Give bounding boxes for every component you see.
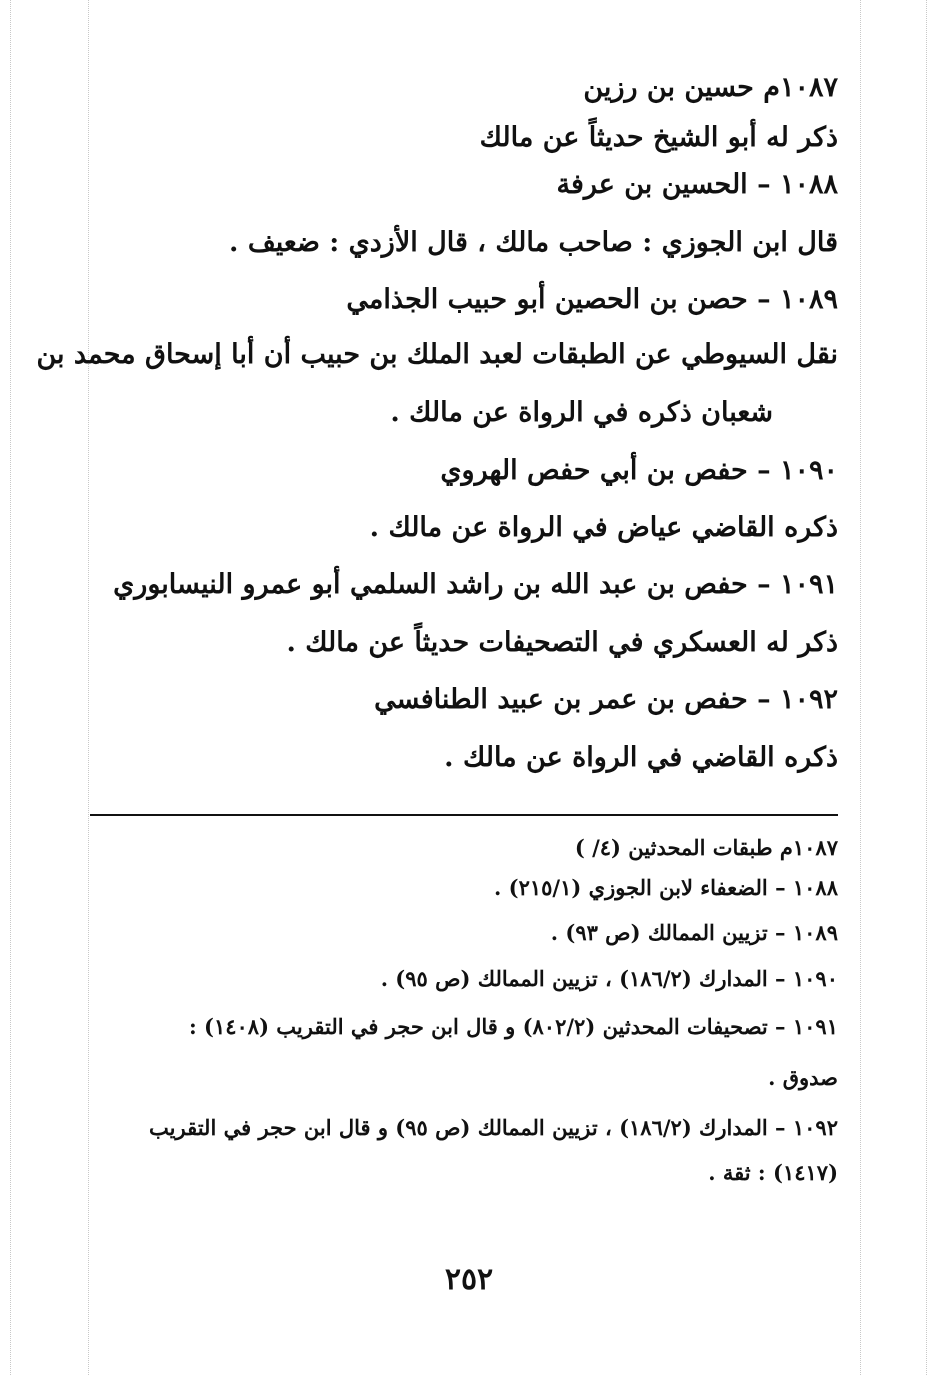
entry-heading-1090: ١٠٩٠ – حفص بن أبي حفص الهروي xyxy=(440,455,838,486)
entry-text-1090: ذكره القاضي عياض في الرواة عن مالك . xyxy=(369,512,838,543)
entry-text-1091: ذكر له العسكري في التصحيفات حديثاً عن مالك . xyxy=(286,627,838,658)
entry-text-1092: ذكره القاضي في الرواة عن مالك . xyxy=(444,742,838,773)
footnote-1088: ١٠٨٨ – الضعفاء لابن الجوزي (٢١٥/١) . xyxy=(494,875,838,900)
footnote-1089: ١٠٨٩ – تزيين الممالك (ص ٩٣) . xyxy=(550,920,838,945)
entry-text-1089-continued: شعبان ذكره في الرواة عن مالك . xyxy=(390,397,773,428)
scan-guide-line xyxy=(860,0,861,1375)
scan-guide-line xyxy=(926,0,927,1375)
entry-text-1087: ذكر له أبو الشيخ حديثاً عن مالك xyxy=(479,122,838,153)
page-number: ٢٥٢ xyxy=(444,1262,494,1297)
footnote-1091: ١٠٩١ – تصحيفات المحدثين (٨٠٢/٢) و قال ابن حجر في التقريب (١٤٠٨) : xyxy=(188,1014,838,1039)
entry-heading-1088: ١٠٨٨ – الحسين بن عرفة xyxy=(556,169,838,200)
footnote-separator xyxy=(90,814,838,816)
entry-text-1089: نقل السيوطي عن الطبقات لعبد الملك بن حبيب أن أبا إسحاق محمد بن xyxy=(36,339,838,370)
footnote-1092-continued: (١٤١٧) : ثقة . xyxy=(708,1160,838,1185)
footnote-1087: ١٠٨٧م طبقات المحدثين (٤/ ) xyxy=(574,835,838,860)
entry-heading-1092: ١٠٩٢ – حفص بن عمر بن عبيد الطنافسي xyxy=(374,684,838,715)
footnote-1090: ١٠٩٠ – المدارك (١٨٦/٢) ، تزيين الممالك (ص ٩٥) . xyxy=(380,966,838,991)
entry-heading-1089: ١٠٨٩ – حصن بن الحصين أبو حبيب الجذامي xyxy=(346,284,838,315)
entry-heading-1087: ١٠٨٧م حسين بن رزين xyxy=(583,72,838,103)
scan-guide-line xyxy=(88,0,89,1375)
footnote-1091-continued: صدوق . xyxy=(768,1065,838,1090)
footnote-1092: ١٠٩٢ – المدارك (١٨٦/٢) ، تزيين الممالك (ص ٩٥) و قال ابن حجر في التقريب xyxy=(149,1115,838,1140)
entry-heading-1091: ١٠٩١ – حفص بن عبد الله بن راشد السلمي أبو عمرو النيسابوري xyxy=(113,569,838,600)
scan-guide-line xyxy=(10,0,11,1375)
entry-text-1088: قال ابن الجوزي : صاحب مالك ، قال الأزدي : ضعيف . xyxy=(229,227,838,258)
